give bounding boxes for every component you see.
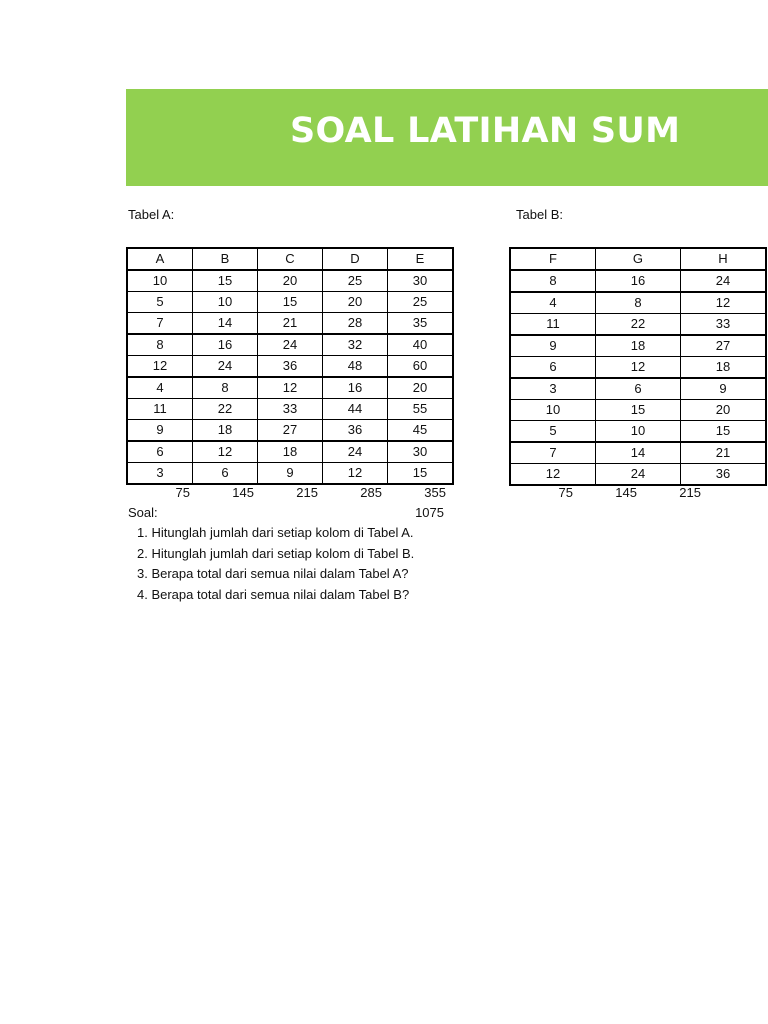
- table-a-cell[interactable]: 20: [323, 292, 388, 313]
- table-b-total-cell[interactable]: 215: [679, 485, 701, 500]
- table-a-cell[interactable]: 18: [258, 441, 323, 463]
- soal-label: Soal:: [128, 505, 158, 520]
- table-b-cell[interactable]: 24: [680, 270, 766, 292]
- table-a-cell[interactable]: 12: [323, 463, 388, 485]
- table-a-cell[interactable]: 24: [193, 356, 258, 378]
- table-a-cell[interactable]: 35: [388, 313, 454, 335]
- table-a-cell[interactable]: 36: [258, 356, 323, 378]
- question-item: 2. Hitunglah jumlah dari setiap kolom di Tabel B.: [137, 545, 415, 561]
- table-a-cell[interactable]: 30: [388, 270, 454, 292]
- table-b-row: [510, 270, 766, 292]
- table-a-cell[interactable]: 28: [323, 313, 388, 335]
- table-b-cell[interactable]: 8: [510, 270, 596, 292]
- table-b-cell[interactable]: 18: [680, 357, 766, 379]
- table-b-row: [510, 442, 766, 464]
- table-b-cell[interactable]: 5: [510, 421, 596, 443]
- table-a-row: [127, 334, 453, 356]
- table-b: [509, 247, 767, 486]
- table-b-header-cell[interactable]: H: [680, 248, 766, 270]
- table-a-row: [127, 292, 453, 313]
- table-a-label: Tabel A:: [128, 207, 175, 222]
- table-b-row: [510, 421, 766, 443]
- table-b-cell[interactable]: 15: [596, 400, 681, 421]
- table-a-cell[interactable]: 15: [388, 463, 454, 485]
- question-item: 4. Berapa total dari semua nilai dalam Tabel B?: [137, 586, 410, 602]
- table-b-cell[interactable]: 20: [680, 400, 766, 421]
- table-b-total-cell[interactable]: 145: [615, 485, 637, 500]
- question-item: 1. Hitunglah jumlah dari setiap kolom di Tabel A.: [137, 525, 414, 540]
- table-b-cell[interactable]: 22: [596, 314, 681, 336]
- table-a-cell[interactable]: 14: [193, 313, 258, 335]
- table-a-cell[interactable]: 10: [127, 270, 193, 292]
- table-a-cell[interactable]: 25: [323, 270, 388, 292]
- table-a-header-cell[interactable]: E: [388, 248, 454, 270]
- table-a-cell[interactable]: 4: [127, 377, 193, 399]
- table-a-cell[interactable]: 10: [193, 292, 258, 313]
- table-b-cell[interactable]: 16: [596, 270, 681, 292]
- table-a-row: [127, 356, 453, 378]
- table-a-row: [127, 441, 453, 463]
- table-a-header-cell[interactable]: C: [258, 248, 323, 270]
- table-b-cell[interactable]: 15: [680, 421, 766, 443]
- table-a-cell[interactable]: 55: [388, 399, 454, 420]
- table-a-row: [127, 377, 453, 399]
- table-b-header-row: [510, 248, 766, 270]
- table-a-cell[interactable]: 24: [258, 334, 323, 356]
- table-b-cell[interactable]: 9: [510, 335, 596, 357]
- table-a-cell[interactable]: 12: [193, 441, 258, 463]
- table-a-row: [127, 420, 453, 442]
- table-b-cell[interactable]: 11: [510, 314, 596, 336]
- table-b-cell[interactable]: 33: [680, 314, 766, 336]
- table-a-header-cell[interactable]: D: [323, 248, 388, 270]
- table-b-cell[interactable]: 12: [510, 464, 596, 486]
- table-b-header-cell[interactable]: G: [596, 248, 681, 270]
- table-b-label: Tabel B:: [516, 207, 563, 222]
- table-a-cell[interactable]: 25: [388, 292, 454, 313]
- table-a-cell[interactable]: 30: [388, 441, 454, 463]
- table-a: [126, 247, 454, 485]
- table-b-cell[interactable]: 24: [596, 464, 681, 486]
- table-b-row: [510, 314, 766, 336]
- table-a-cell[interactable]: 45: [388, 420, 454, 442]
- table-a-total-cell[interactable]: 215: [296, 485, 318, 500]
- table-a-cell[interactable]: 9: [258, 463, 323, 485]
- table-b-cell[interactable]: 10: [510, 400, 596, 421]
- table-b-row: [510, 464, 766, 486]
- table-a-header-row: [127, 248, 453, 270]
- table-b-cell[interactable]: 21: [680, 442, 766, 464]
- table-a-cell[interactable]: 18: [193, 420, 258, 442]
- table-b-row: [510, 292, 766, 314]
- table-a-cell[interactable]: 16: [193, 334, 258, 356]
- table-a-cell[interactable]: 32: [323, 334, 388, 356]
- table-a-cell[interactable]: 60: [388, 356, 454, 378]
- table-b-row: [510, 400, 766, 421]
- table-a-cell[interactable]: 6: [193, 463, 258, 485]
- table-a-cell[interactable]: 21: [258, 313, 323, 335]
- table-a-cell[interactable]: 15: [258, 292, 323, 313]
- table-a-cell[interactable]: 44: [323, 399, 388, 420]
- question-item: 3. Berapa total dari semua nilai dalam Tabel A?: [137, 566, 409, 581]
- table-a-cell[interactable]: 16: [323, 377, 388, 399]
- table-a-total-cell[interactable]: 145: [232, 485, 254, 500]
- table-b-cell[interactable]: 6: [510, 357, 596, 379]
- table-a-total-cell[interactable]: 355: [424, 485, 446, 500]
- table-a-header-cell[interactable]: A: [127, 248, 193, 270]
- page-title: SOAL LATIHAN SUM: [290, 111, 681, 151]
- table-b-header-cell[interactable]: F: [510, 248, 596, 270]
- table-b-cell[interactable]: 3: [510, 378, 596, 400]
- table-b-row: [510, 357, 766, 379]
- table-b-cell[interactable]: 8: [596, 292, 681, 314]
- table-a-row: [127, 313, 453, 335]
- table-a-cell[interactable]: 8: [127, 334, 193, 356]
- table-b-cell[interactable]: 4: [510, 292, 596, 314]
- table-a-cell[interactable]: 20: [388, 377, 454, 399]
- table-a-cell[interactable]: 22: [193, 399, 258, 420]
- table-b-cell[interactable]: 27: [680, 335, 766, 357]
- table-a-row: [127, 270, 453, 292]
- table-b-cell[interactable]: 7: [510, 442, 596, 464]
- grand-total-value[interactable]: 1075: [415, 505, 444, 520]
- table-b-cell[interactable]: 14: [596, 442, 681, 464]
- table-a-row: [127, 463, 453, 485]
- table-b-cell[interactable]: 9: [680, 378, 766, 400]
- table-b-totals: [509, 485, 701, 503]
- question-list: [137, 523, 414, 605]
- table-a-totals: [126, 485, 446, 503]
- table-a-cell[interactable]: 20: [258, 270, 323, 292]
- grand-total: [382, 505, 446, 523]
- table-b-viewport: [509, 247, 731, 487]
- table-a-total-cell[interactable]: 75: [175, 485, 190, 500]
- table-b-row: [510, 378, 766, 400]
- table-a-cell[interactable]: 7: [127, 313, 193, 335]
- table-b-cell[interactable]: 12: [596, 357, 681, 379]
- table-a-cell[interactable]: 6: [127, 441, 193, 463]
- table-a-cell[interactable]: 27: [258, 420, 323, 442]
- table-a-cell[interactable]: 48: [323, 356, 388, 378]
- table-a-row: [127, 399, 453, 420]
- table-a-cell[interactable]: 36: [323, 420, 388, 442]
- table-a-cell[interactable]: 12: [258, 377, 323, 399]
- table-a-header-cell[interactable]: B: [193, 248, 258, 270]
- table-b-total-cell[interactable]: 75: [558, 485, 573, 500]
- table-a-cell[interactable]: 40: [388, 334, 454, 356]
- table-a-cell[interactable]: 12: [127, 356, 193, 378]
- table-a-cell[interactable]: 5: [127, 292, 193, 313]
- table-a-cell[interactable]: 8: [193, 377, 258, 399]
- table-a-cell[interactable]: 15: [193, 270, 258, 292]
- table-b-cell[interactable]: 12: [680, 292, 766, 314]
- table-a-cell[interactable]: 3: [127, 463, 193, 485]
- table-b-cell[interactable]: 6: [596, 378, 681, 400]
- table-b-cell[interactable]: 18: [596, 335, 681, 357]
- table-a-cell[interactable]: 11: [127, 399, 193, 420]
- table-b-cell[interactable]: 10: [596, 421, 681, 443]
- table-a-cell[interactable]: 9: [127, 420, 193, 442]
- table-b-row: [510, 335, 766, 357]
- table-a-cell[interactable]: 24: [323, 441, 388, 463]
- table-b-cell[interactable]: 36: [680, 464, 766, 486]
- table-a-cell[interactable]: 33: [258, 399, 323, 420]
- table-a-total-cell[interactable]: 285: [360, 485, 382, 500]
- title-banner: [126, 89, 768, 186]
